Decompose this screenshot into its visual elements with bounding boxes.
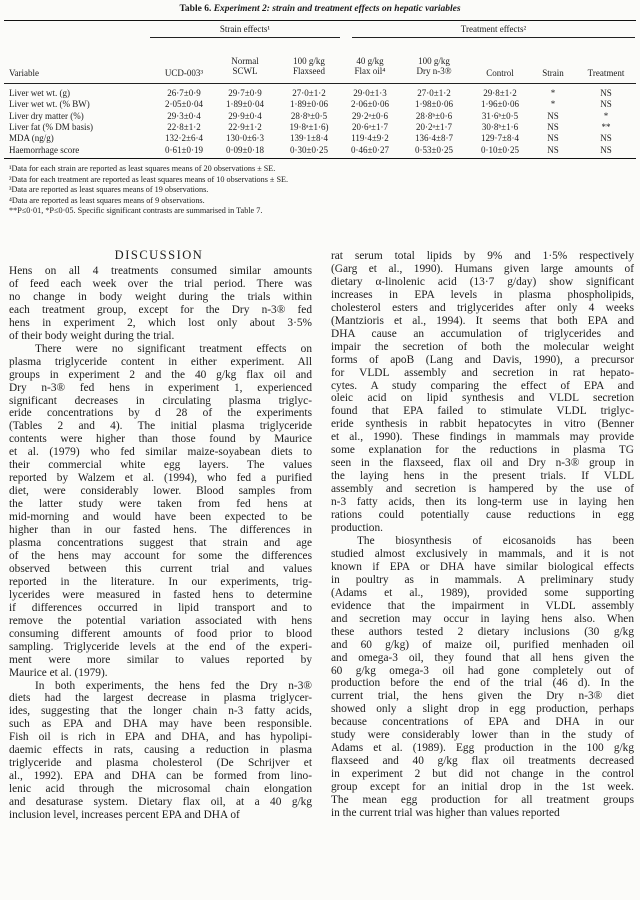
text-line: Dry n-3® fed hens in experiment 1, experienced	[9, 381, 312, 394]
text-line: in experiment 2 but did not change in the control	[331, 768, 634, 781]
text-line: (Mantzioris et al., 1994). It seems that both EPA and	[331, 314, 634, 327]
text-line: if differences occurred in lipid transport and to	[9, 601, 312, 614]
text-line: remove the potential variation associated with hens	[9, 614, 312, 627]
text-line: production before the end of the trial (46 d). In the	[331, 677, 634, 690]
table-cell-variable: Liver wet wt. (g)	[9, 88, 70, 98]
text-line: There were no significant treatment effects on	[35, 342, 312, 355]
text-line: lycerides were measured in fasted hens to determine	[9, 588, 312, 601]
flaxseed-col-header	[276, 56, 342, 76]
footnote: **P≤0·01, *P≤0·05. Specific significant contrasts are summarised in Table 7.	[9, 206, 263, 215]
table-cell-scwl: 130·0±6·3	[226, 133, 264, 144]
table-cell-scwl: 29·7±0·9	[228, 88, 262, 98]
text-line: each treatment group, except for the Dry n-3® fed	[9, 303, 312, 316]
scwl-header-line2: SCWL	[232, 66, 258, 76]
flaxoil-header-line2: Flax oil⁴	[354, 66, 386, 76]
text-line: higher than in our fasted hens. The differences in	[9, 524, 312, 537]
text-line: of their body weight during the trial.	[9, 329, 175, 342]
text-line: reported in the literature. In our experiments, trig-	[9, 575, 312, 588]
text-line: daemic effects in rats, causing a reduction in plasma	[9, 744, 312, 757]
table-cell-treatment: NS	[600, 99, 612, 110]
text-line: (Garg et al., 1990). Humans given large amounts of	[331, 262, 634, 275]
text-line: Maurice et al. (1979).	[9, 666, 108, 679]
table-cell-flaxoil: 20·6ᵃ±1·7	[352, 121, 388, 132]
strain-col-header: Strain	[542, 68, 564, 78]
table-cell-flaxseed: 1·89±0·06	[290, 99, 328, 110]
text-line: (Adams et al., 1989), provided some supporting	[331, 586, 634, 599]
text-line: In both experiments, the hens fed the Dry n-3®	[35, 679, 312, 692]
table-cell-variable: Liver fat (% DM basis)	[9, 121, 93, 132]
table-cell-dryn3: 1·98±0·06	[415, 99, 453, 110]
table-cell-treatment: NS	[600, 144, 612, 155]
text-line: cytes. A study comparing the effect of EPA and	[331, 379, 634, 392]
dryn3-col-header	[400, 56, 468, 76]
text-line: lenic acid through the microsomal chain elongation	[9, 783, 312, 796]
text-line: group except for an initial drop in the 1st week.	[331, 781, 634, 794]
control-col-header: Control	[486, 68, 514, 78]
table-cell-flaxseed: 27·0±1·2	[292, 88, 326, 98]
table-cell-ucd: 29·3±0·4	[167, 110, 201, 121]
left-text-column	[9, 265, 312, 822]
table-cell-flaxseed: 139·1±8·4	[290, 133, 328, 144]
text-line: reported by Walzem et al. (1994), who fed a purified	[9, 472, 312, 485]
text-line: in poultry as in mammals. A preliminary study	[331, 573, 634, 586]
table-cell-variable: MDA (ng/g)	[9, 133, 54, 144]
table-title	[0, 4, 640, 14]
table-cell-control: 30·8ᵇ±1·6	[481, 121, 519, 132]
text-line: flaxseed and 40 g/kg flax oil treatments decreased	[331, 755, 634, 768]
text-line: plasma triglyceride content in either experiment. All	[9, 355, 312, 368]
table-caption: Experiment 2: strain and treatment effects on hepatic variables	[213, 4, 461, 14]
text-line: for VLDL assembly and secretion in rat hepato-	[331, 366, 634, 379]
table-cell-flaxseed: 19·8ᵃ±1·6)	[289, 121, 329, 132]
table-cell-flaxoil: 2·06±0·06	[351, 99, 389, 110]
text-line: Fish oil is rich in EPA and DHA, and has hypolipi-	[9, 731, 312, 744]
text-line: of feed each week over the trial period. There was	[9, 277, 312, 290]
text-line: 60 g/kg omega-3 oil had gone completely out of	[331, 664, 634, 677]
text-line: impair the secretion of both the molecular weight	[331, 340, 634, 353]
table-cell-strain: NS	[547, 121, 559, 132]
scwl-header-line1: Normal	[231, 56, 259, 66]
table-cell-strain: NS	[547, 144, 559, 155]
strain-effects-header: Strain effects¹	[219, 24, 271, 34]
text-line: current trial, the hens given the Dry n-3® diet	[331, 690, 634, 703]
table-cell-treatment: NS	[600, 133, 612, 144]
text-line: (Tables 2 and 4). The initial plasma triglyceride	[9, 420, 312, 433]
text-line: sampling. Triglyceride levels at the end of the experi-	[9, 640, 312, 653]
table-cell-control: 1·96±0·06	[481, 99, 519, 110]
text-line: the laying hens in the present trials. If VLDL	[331, 470, 634, 483]
text-line: triglyceride and plasma cholesterol (De Schrijver et	[9, 757, 312, 770]
table-cell-dryn3: 136·4±8·7	[415, 133, 453, 144]
table-cell-ucd: 26·7±0·9	[167, 88, 201, 98]
text-line: rations could potentially cause reductions in egg	[331, 509, 634, 522]
table-cell-ucd: 0·61±0·19	[165, 144, 203, 155]
text-line: et al., 1990). These findings in mammals may provide	[331, 431, 634, 444]
table-cell-ucd: 132·2±6·4	[165, 133, 203, 144]
text-line: because concentrations of EPA and DHA in our	[331, 716, 634, 729]
text-line: rat serum total lipids by 9% and 1·5% respectively	[331, 250, 634, 262]
text-line: hens in experiment 2, which lost only about 3·5%	[9, 316, 312, 329]
scwl-col-header	[212, 42, 278, 76]
text-line: plasma concentrations suggest that strain and age	[9, 537, 312, 550]
table-cell-flaxoil: 29·2ᵃ±0·6	[352, 110, 388, 121]
text-line: these authors tested 2 dietary inclusions (30 g/kg	[331, 625, 634, 638]
table-cell-treatment: NS	[600, 88, 612, 98]
table-cell-dryn3: 27·0±1·2	[417, 88, 451, 98]
text-line: the latter study were taken from fed hens at	[9, 498, 312, 511]
text-line: et al. (1979) who fed similar maize-soyabean diets to	[9, 446, 312, 459]
table-cell-variable: Liver dry matter (%)	[9, 110, 84, 121]
table-cell-treatment: *	[603, 110, 609, 121]
text-line: cholesterol esters and triglycerides after only 4 weeks	[331, 301, 634, 314]
text-line: ides, suggesting that the longer chain n-3 fatty acids,	[9, 705, 312, 718]
text-line: dietary α-linolenic acid (13·7 g/day) show significant	[331, 275, 634, 288]
table-cell-control: 0·10±0·25	[481, 144, 519, 155]
table-cell-treatment: **	[601, 121, 611, 132]
table-cell-scwl: 0·09±0·18	[226, 144, 264, 155]
footnote: ⁴Data are reported as least squares means of 9 observations.	[9, 195, 205, 205]
text-line: Hens on all 4 treatments consumed similar amounts	[9, 265, 312, 277]
text-line: diet, were considerably lower. Blood samples from	[9, 485, 312, 498]
text-line: forms of apoB (Lang and Davis, 1990), a precursor	[331, 353, 634, 366]
text-line: observed between this current trial and values	[9, 562, 312, 575]
table-header-rule	[4, 83, 636, 84]
text-line: groups in experiment 2 and the 40 g/kg flax oil and	[9, 368, 312, 381]
text-line: DHA cause an accumulation of triglycerides and	[331, 327, 634, 340]
table-cell-variable: Haemorrhage score	[9, 144, 80, 155]
text-line: Adams et al. (1989). Egg production in the 100 g/kg	[331, 742, 634, 755]
table-cell-flaxoil: 119·4±9·2	[351, 133, 389, 144]
strain-group-rule	[150, 37, 340, 38]
treatment-group-rule	[352, 37, 635, 38]
table-cell-control: 29·8±1·2	[483, 88, 517, 98]
table-cell-strain: NS	[547, 133, 559, 144]
table-bottom-rule	[4, 158, 636, 159]
text-line: The mean egg production for all treatment groups	[331, 794, 634, 807]
table-cell-variable: Liver wet wt. (% BW)	[9, 99, 90, 110]
text-line: such as EPA and DHA may have been responsible.	[9, 718, 312, 731]
text-line: no change in body weight during the trials within	[9, 290, 312, 303]
text-line: and omega-3 oil, they found that all hens given the	[331, 651, 634, 664]
table-cell-flaxoil: 0·46±0·27	[351, 144, 389, 155]
table-cell-flaxoil: 29·0±1·3	[353, 88, 387, 98]
text-line: and 60 g/kg) of maize oil, purified menhaden oil	[331, 638, 634, 651]
flaxoil-col-header	[340, 56, 400, 76]
text-line: evidence that the impairment in VLDL assembly	[331, 599, 634, 612]
table-cell-ucd: 2·05±0·04	[165, 99, 203, 110]
table-cell-scwl: 1·89±0·04	[226, 99, 264, 110]
text-line: study were considerably lower than in the study of	[331, 729, 634, 742]
text-line: studied almost exclusively in mammals, and it is not	[331, 547, 634, 560]
table-cell-flaxseed: 0·30±0·25	[290, 144, 328, 155]
dryn3-header-line2: Dry n-3®	[416, 66, 452, 76]
flaxoil-header-line1: 40 g/kg	[356, 56, 384, 66]
text-line: found that EPA failed to stimulate VLDL triglyc-	[331, 405, 634, 418]
text-line: diets had the largest decrease in plasma triglycer-	[9, 692, 312, 705]
text-line: eride concentrations by d 28 of the experiments	[9, 407, 312, 420]
text-line: n-3 fatty acids, then its long-term use in laying hen	[331, 496, 634, 509]
text-line: their commercial white egg layers. The values	[9, 459, 312, 472]
text-line: significant decreases in circulating plasma triglyc-	[9, 394, 312, 407]
text-line: in the current trial was higher than values reported	[331, 806, 560, 819]
flaxseed-header-line1: 100 g/kg	[293, 56, 325, 66]
text-line: al., 1992). EPA and DHA can be formed from lino-	[9, 770, 312, 783]
text-line: of the hens may account for some the differences	[9, 549, 312, 562]
table-cell-scwl: 22·9±1·2	[228, 121, 262, 132]
table-cell-ucd: 22·8±1·2	[167, 121, 201, 132]
text-line: assembly and secretion is hampered by the use of	[331, 483, 634, 496]
text-line: showed only a slight drop in egg production, perhaps	[331, 703, 634, 716]
table-cell-control: 129·7±8·4	[481, 133, 519, 144]
section-heading: DISCUSSION	[114, 248, 204, 262]
table-cell-dryn3: 0·53±0·25	[415, 144, 453, 155]
table-number: Table 6.	[179, 4, 212, 14]
text-line: and desaturase system. Dietary flax oil, at a 40 g/kg	[9, 796, 312, 809]
text-line: mid-morning and would have been expected to be	[9, 511, 312, 524]
dryn3-header-line1: 100 g/kg	[418, 56, 450, 66]
text-line: ment were more similar to values reported by	[9, 653, 312, 666]
text-line: known if EPA or DHA have similar biological effects	[331, 560, 634, 573]
treatment-effects-header: Treatment effects²	[460, 24, 527, 34]
variable-col-header: Variable	[9, 68, 39, 78]
text-line: The biosynthesis of eicosanoids has been	[357, 534, 634, 547]
table-top-rule	[4, 20, 636, 21]
ucd-col-header: UCD-003³	[164, 68, 204, 78]
text-line: inclusion level, increases percent EPA and DHA of	[9, 809, 240, 822]
text-line: and secretion may occur in laying hens also. When	[331, 612, 634, 625]
footnote: ³Data are reported as least squares means of 19 observations.	[9, 185, 209, 194]
table-cell-flaxseed: 28·8ᵇ±0·5	[290, 110, 328, 121]
text-line: some explanation for the reductions in plasma TG	[331, 444, 634, 457]
treatment-col-header: Treatment	[587, 68, 625, 78]
right-text-column	[331, 250, 634, 820]
table-cell-strain: *	[550, 99, 556, 110]
table-cell-dryn3: 20·2ᵃ±1·7	[416, 121, 452, 132]
text-line: increases in EPA levels in plasma phospholipids,	[331, 288, 634, 301]
text-line: oleic acid on lipid synthesis and VLDL secretion	[331, 392, 634, 405]
text-line: contents were higher than those found by Maurice	[9, 433, 312, 446]
text-line: consuming different amounts of food prior to blood	[9, 627, 312, 640]
table-cell-scwl: 29·9±0·4	[228, 110, 262, 121]
table-cell-control: 31·6ᵇ±0·5	[481, 110, 519, 121]
text-line: production.	[331, 522, 383, 535]
table-cell-strain: *	[550, 88, 556, 98]
footnote: ¹Data for each strain are reported as least squares means of 20 observations ± SE.	[9, 164, 276, 173]
flaxseed-header-line2: Flaxseed	[293, 66, 325, 76]
footnote: ²Data for each treatment are reported as least squares means of 10 observations ± SE.	[9, 174, 289, 184]
table-cell-dryn3: 28·8ᵇ±0·6	[415, 110, 453, 121]
table-cell-strain: NS	[547, 110, 559, 121]
text-line: seen in the flaxseed, flax oil and Dry n-3® group in	[331, 457, 634, 470]
text-line: eride synthesis in rabbit hepatocytes in vitro (Benner	[331, 418, 634, 431]
